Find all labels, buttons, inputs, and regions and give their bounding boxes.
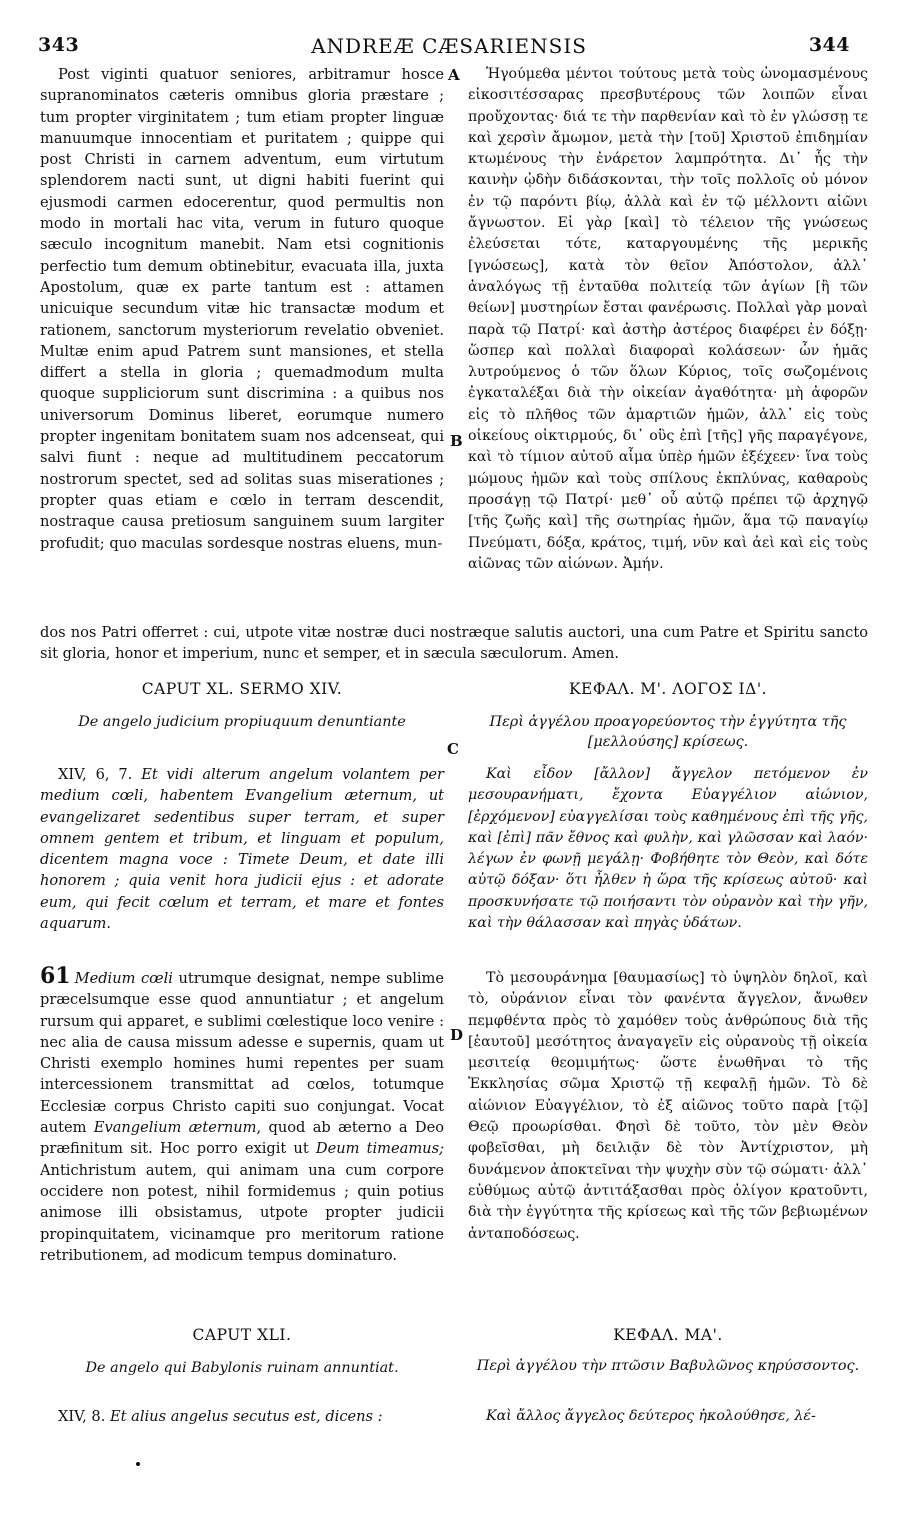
margin-letter-d: D — [450, 1026, 464, 1044]
latin-column-top — [40, 64, 444, 620]
latin-commentary-40 — [40, 963, 445, 1266]
greek-paragraph: Ἡγούμεθα μέντοι τούτους μετὰ τοὺς ὠνομασμένους εἰκοσιτέσσαρας πρεσβυτέρους τῶν λοιπῶν εἶναι προὔχοντας· διά τε τὴν παρθενίαν καὶ τὸ ἐν γλώσσῃ τε καὶ χερσὶν ἄμωμον, μετὰ τὴν [τοῦ] Χριστοῦ ἐπιδημίαν κτωμένους τὴν ἐνάρετον λαμπρότητα. Δι᾽ ἧς τὴν καινὴν ᾠδὴν διδάσκονται, τὴν τοῖς πολλοῖς οὐ μόνον ἐν τῷ παρόντι βίῳ, ἀλλὰ καὶ ἐν τῷ μέλλοντι αἰῶνι ἄγνωστον. Εἰ γὰρ [καὶ] τὸ τέλειον τῆς γνώσεως ἐλεύσεται τότε, καταργουμένης τῆς μερικῆς [γνώσεως], κατὰ τὸν θεῖον Ἀπόστολον, ἀλλ᾽ ἀναλόγως τῇ ἐνταῦθα πολιτείᾳ τῶν ἁγίων [ἢ τῶν θείων] μυστηρίων ἔσται φανέρωσις. Πολλαὶ γὰρ μοναὶ παρὰ τῷ Πατρί· καὶ ἀστὴρ ἀστέρος διαφέρει ἐν δόξῃ· ὥσπερ καὶ πολλαὶ διαφοραὶ κολάσεων· ὧν ἡμᾶς λυτρούμενος ὁ τῶν ὅλων Κύριος, τοῖς σωζομένοις ἐγκαταλέξαι διὰ τὴν οἰκείαν ἀγαθότητα· μὴ ἀφορῶν εἰς τὸ πλῆθος τῶν ἁμαρτιῶν ἡμῶν, ἀλλ᾽ εἰς τοὺς οἰκείους οἰκτιρμούς, δι᾽ οὓς ἐπὶ [τῆς] γῆς παραγέγονε, καὶ τὸ τίμιον αὐτοῦ αἷμα ὑπὲρ ἡμῶν ἐξέχεεν· ἵνα τοὺς μώμους ἡμῶν καὶ τοὺς σπίλους ἐκπλύνας, καθαροὺς προσάγῃ τῷ Πατρί· μεθ᾽ οὗ αὐτῷ πρέπει τῷ ἀρχηγῷ [τῆς ζωῆς καὶ] τῆς σωτηρίας ἡμῶν, ἅμα τῷ παναγίῳ Πνεύματι, δόξα, κράτος, τιμή, νῦν καὶ ἀεὶ καὶ εἰς τοὺς αἰῶνας τῶν αἰώνων. Ἀμήν. — [468, 66, 868, 572]
greek-chapter-title-40: ΚΕΦΑΛ. Μ'. ΛΟΓΟΣ ΙΔ'. — [568, 680, 768, 698]
commentary-lemma: Medium cœli — [74, 970, 173, 987]
verse-text: Καὶ εἶδον [ἄλλον] ἄγγελον πετόμενον ἐν μεσουρανήματι, ἔχοντα Εὐαγγέλιον αἰώνιον, [ἐρχόμενον] εὐαγγελίσαι τοὺς καθημένους ἐπὶ τῆς γῆς, καὶ [ἐπὶ] πᾶν ἔθνος καὶ φυλὴν, καὶ γλῶσσαν καὶ λαόν· λέγων ἐν φωνῇ μεγάλῃ· Φοβήθητε τὸν Θεὸν, καὶ δότε αὐτῷ δόξαν· ὅτι ἦλθεν ἡ ὥρα τῆς κρίσεως αὐτοῦ· καὶ προσκυνήσατε τῷ ποιήσαντι τὸν οὐρανὸν καὶ τὴν γῆν, καὶ τὴν θάλασσαν καὶ πηγὰς ὑδάτων. — [468, 766, 868, 932]
latin-verse-40 — [40, 764, 444, 934]
latin-chapter-title-41: CAPUT XLI. — [192, 1326, 292, 1344]
section-number: 61 — [40, 963, 71, 989]
greek-commentary-40 — [468, 968, 868, 1245]
commentary-emphasis: Deum timeamus; — [315, 1140, 444, 1158]
greek-verse-41 — [468, 1406, 868, 1427]
greek-chapter-title-41: ΚΕΦΑΛ. ΜΑ'. — [613, 1326, 723, 1344]
commentary-text: Τὸ μεσουράνημα [θαυμασίως] τὸ ὑψηλὸν δηλοῖ, καὶ τὸ, οὐράνιον εἶναι τὸν φανέντα ἄγγελον, ἄνωθεν πεμφθέντα πρὸς τὸ χαμόθεν τοὺς ἀνθρώπους διὰ τῆς [ἑαυτοῦ] μεσότητος ἀναγαγεῖν εἰς οὐρανοὺς τῇ οἰκεία μεσιτείᾳ θεομιμήτως· ὥστε ἑνωθῆναι τὸ τῆς Ἐκκλησίας σῶμα Χριστῷ τῇ κεφαλῇ ἡμῶν. Τὸ δὲ αἰώνιον Εὐαγγέλιον, τὸ ἐξ αἰῶνος τοῦτο παρὰ [τῷ] Θεῷ προωρίσθαι. Φησὶ δὲ τοῦτο, τὸν μὲν Θεὸν φοβεῖσθαι, μὴ δειλιᾷν δὲ τὸν Ἀντίχριστον, μὴ δυνάμενον ἀποκτεῖναι τὴν ψυχὴν σὺν τῷ σώματι· ἀλλ᾽ εὐθύμως αὐτῷ ἀντιτάξασθαι πρὸς ὀλίγον κρατοῦντι, διὰ τὴν ἐγγύτητα τῆς κρίσεως καὶ τῆς τῶν βεβιωμένων ἀνταποδόσεως. — [468, 970, 868, 1242]
latin-full-width-line: dos nos Patri offerret : cui, utpote vitæ nostræ duci nostræque salutis auctori, una cum Patre et Spiritu sancto sit gloria, honor et imperium, nunc et semper, et in sæcula sæculorum. Amen. — [40, 624, 868, 663]
verse-reference: XIV, 6, 7. — [58, 766, 133, 783]
commentary-text: , quod ab æterno a Deo præfinitum sit. Hoc porro exigit ut — [40, 1119, 444, 1158]
margin-letter-a: A — [448, 66, 460, 84]
page-number-right: 344 — [808, 34, 850, 56]
greek-chapter-subtitle-40: Περὶ ἀγγέλου προαγορεύοντος τὴν ἐγγύτητα τῆς [μελλούσης] κρίσεως. — [489, 714, 847, 750]
latin-chapter-subtitle-40: De angelo judicium propiuquum denuntiante — [78, 714, 406, 730]
greek-column-top — [468, 64, 868, 620]
running-title: ANDREÆ CÆSARIENSIS — [311, 34, 587, 58]
verse-text: Et alius angelus secutus est, dicens : — [109, 1408, 383, 1425]
verse-text: Καὶ ἄλλος ἄγγελος δεύτερος ἠκολούθησε, λέ- — [486, 1408, 816, 1424]
latin-verse-41 — [40, 1406, 444, 1427]
verse-text: Et vidi alterum angelum volantem per medium cœli, habentem Evangelium æternum, ut evangelizaret sedentibus super terram, et super omnem gentem et tribum, et linguam et populum, dicentem magna voce : Timete Deum, et date illi honorem ; quia venit hora judicii ejus : et adorate eum, qui fecit cœlum et terram, et mare et fontes aquarum. — [40, 766, 445, 933]
greek-chapter-subtitle-41: Περὶ ἀγγέλου τὴν πτῶσιν Βαβυλῶνος κηρύσσοντος. — [476, 1358, 860, 1374]
latin-paragraph: Post viginti quatuor seniores, arbitramur hosce supranominatos cæteris omnibus gloria præstare ; tum propter virginitatem ; tum etiam propter linguæ manuumque innocentiam et puritatem ; quippe qui post Christi in carnem adventum, eum virtutum splendorem nacti sunt, ut digni habiti fuerint qui ejusmodi carmen edocerentur, quod permultis non modo in mortali hac vita, verum in futuro quoque sæculo incognitum manebit. Nam etsi cognitionis perfectio tum demum obtinebitur, evacuata illa, juxta Apostolum, quæ ex parte tantum est : attamen unicuique secundum vitæ hic transactæ modum et rationem, sanctorum mysteriorum revelatio obveniet. Multæ enim apud Patrem sunt mansiones, et stella differt a stella in gloria ; quemadmodum multa quoque suppliciorum sunt discrimina : a quibus nos universorum Dominus liberet, eorumque numero propter ingenitam bonitatem suam nos adcenseat, qui salvi fiunt : neque ad multitudinem peccatorum nostrorum spectet, sed ad solitas suas miserationes ; propter quas etiam e cœlo in terram descendit, nostraque causa pretiosum sanguinem suum largiter profudit; quo maculas sordesque nostras eluens, mun- — [40, 66, 444, 552]
greek-verse-40 — [468, 764, 868, 934]
margin-letter-c: C — [447, 740, 459, 758]
commentary-emphasis: Evangelium æternum — [93, 1119, 257, 1137]
verse-reference: XIV, 8. — [58, 1408, 106, 1425]
commentary-text: Antichristum autem, qui animam una cum corpore occidere non potest, nihil formidemus ; quin potius animose illi obsistamus, utpote propter judicii propinquitatem, vicinamque pro meritorum ratione retributionem, ad modicum tempus dominaturo. — [40, 1161, 444, 1264]
latin-chapter-subtitle-41: De angelo qui Babylonis ruinam annuntiat. — [85, 1360, 399, 1376]
commentary-text: utrumque designat, nempe sublime præcelsumque esse quod annuntiatur ; et angelum rursum qui apparet, e sublimi cœlestique loco venire : nec alia de causa missum adesse e supernis, quam ut Christi exemplo homines humi repentes per suam intercessionem transmittat ad cœlos, totumque Ecclesiæ corpus Christo capiti suo conjungat. Vocat autem — [40, 970, 445, 1137]
page-number-left: 343 — [38, 34, 80, 56]
ink-speck — [136, 1462, 140, 1466]
margin-letter-b: B — [450, 432, 463, 450]
latin-chapter-title-40: CAPUT XL. SERMO XIV. — [141, 680, 343, 698]
